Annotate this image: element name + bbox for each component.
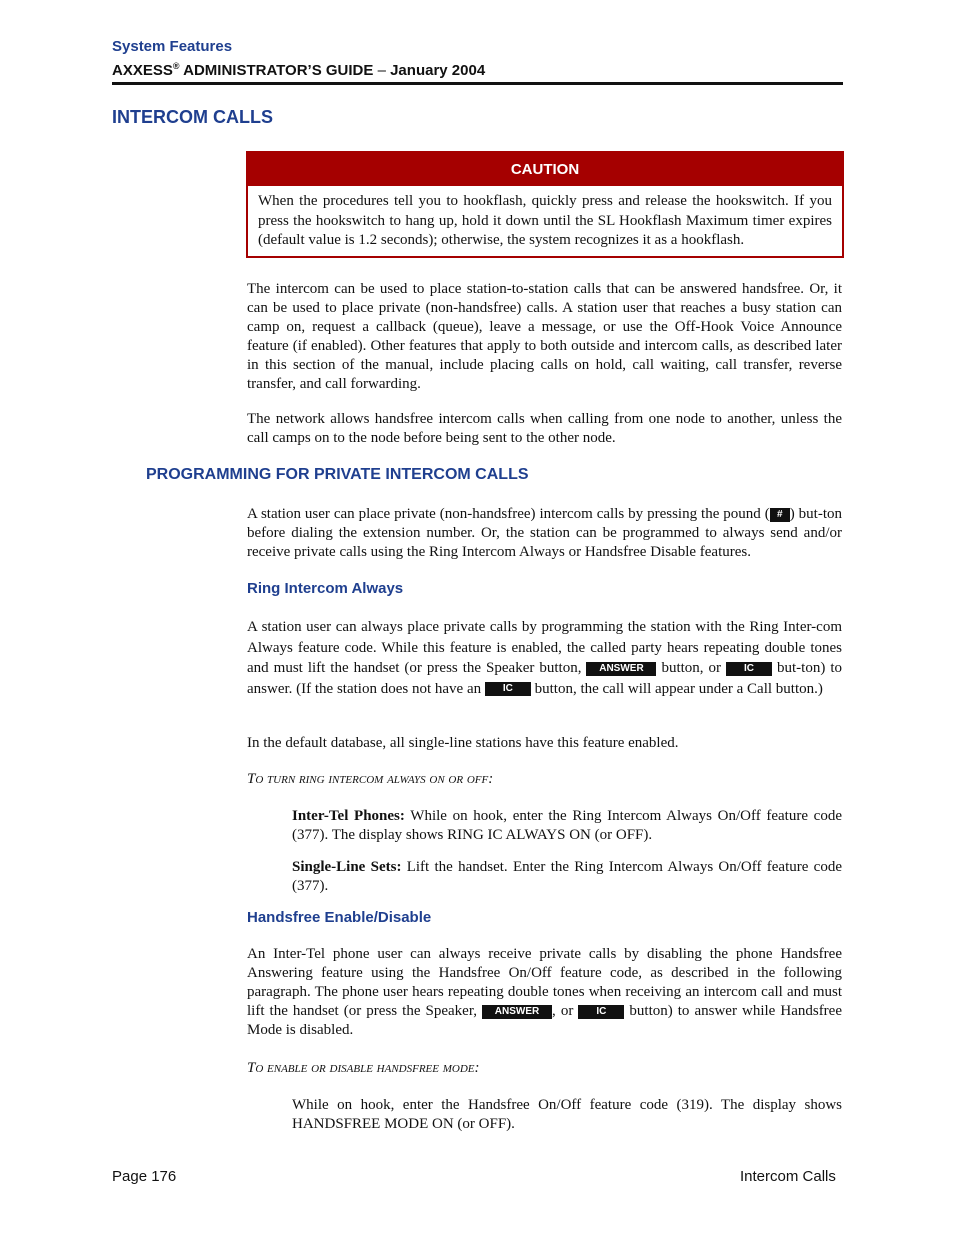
procedure-handsfree: To enable or disable handsfree mode: (247, 1060, 480, 1076)
ic-key-icon: IC (726, 662, 772, 676)
section-heading-private: PROGRAMMING FOR PRIVATE INTERCOM CALLS (146, 466, 529, 483)
guide-rest: ADMINISTRATOR’S GUIDE (179, 62, 374, 79)
ic-key-icon: IC (578, 1005, 624, 1019)
pound-key-icon: # (770, 508, 790, 522)
intro-paragraph-2: The network allows handsfree intercom calls when calling from one node to another, unless the call camps on to the node before being sent to the other node. (247, 411, 842, 446)
guide-dash: – (373, 62, 391, 79)
ring-paragraph-2: In the default database, all single-line stations have this feature enabled. (247, 735, 679, 751)
handsfree-text-b: , or (552, 1003, 579, 1019)
intro-paragraph-1: The intercom can be used to place station-to-station calls that can be answered handsfree. Or, it can be used to place private (non-handsfree) calls. A station user that reaches a busy station can camp on, request a callback (queue), leave a message, or use the Off-Hook Voice Announce feature (if enabled). Other features that apply to both outside and intercom calls, as described later in this section of the manual, include placing calls on hold, call waiting, call transfer, reverse transfer, and call forwarding. (247, 281, 842, 392)
handsfree-text-c: button) to answer while Handsfree Mode is disabled. (247, 1003, 842, 1038)
ring-inter-tel-phones (292, 807, 842, 845)
caution-heading: CAUTION (248, 153, 842, 186)
page-title: INTERCOM CALLS (112, 107, 273, 127)
handsfree-paragraph-1 (247, 945, 842, 1040)
handsfree-paragraph-2: While on hook, enter the Handsfree On/Off feature code (319). The display shows HANDSFREE MODE ON (or OFF). (292, 1097, 842, 1132)
footer-section: Intercom Calls (740, 1168, 836, 1185)
inter-tel-label: Inter-Tel Phones: (292, 808, 405, 824)
private-paragraph (247, 505, 842, 562)
ring-text-d: button, the call will appear under a Call button.) (530, 680, 823, 697)
caution-text: When the procedures tell you to hookflash, quickly press and release the hookswitch. If you press the hookswitch to hang up, hold it down until the SL Hookflash Maximum timer expires (default value is 1.2 seconds); otherwise, the system recognizes it as a hookflash. (258, 193, 832, 248)
procedure-ring-intercom: To turn ring intercom always on or off: (247, 771, 494, 787)
running-header-section: System Features (112, 38, 233, 55)
caution-box (246, 151, 844, 258)
single-line-label: Single-Line Sets: (292, 859, 402, 875)
ring-single-line-sets (292, 858, 842, 896)
inter-tel-text: While on hook, enter the Ring Intercom Always On/Off feature code (377). The display shows RING IC ALWAYS ON (or OFF). (292, 808, 842, 843)
answer-key-icon: ANSWER (482, 1005, 552, 1019)
single-line-text: Lift the handset. Enter the Ring Intercom Always On/Off feature code (377). (292, 859, 842, 894)
private-text-b: ) but-ton before dialing the extension number. Or, the station can be programmed to always send and/or receive private calls using the Ring Intercom Always or Handsfree Disable features. (247, 506, 843, 560)
subheading-ring-intercom: Ring Intercom Always (247, 580, 404, 597)
guide-product: AXXESS (112, 62, 173, 79)
ic-key-icon: IC (485, 682, 531, 696)
answer-key-icon: ANSWER (586, 662, 656, 676)
ring-text-b: button, or (656, 660, 727, 676)
subheading-handsfree: Handsfree Enable/Disable (247, 909, 432, 926)
handsfree-text-a: An Inter-Tel phone user can always receive private calls by disabling the phone Handsfree Answering feature using the Handsfree On/Off feature code, as described in the following paragraph. The phone user hears repeating double tones when receiving an intercom call and must lift the handset (or press the Speaker, (247, 946, 842, 1019)
registered-mark: ® (172, 61, 180, 71)
footer-page-number: Page 176 (112, 1168, 177, 1185)
private-text-a: A station user can place private (non-handsfree) intercom calls by pressing the pound ( (247, 506, 770, 522)
header-rule (112, 82, 843, 85)
ring-text-c: but-ton) to answer. (If the station does not have an (247, 660, 842, 697)
running-header-guide-title (112, 61, 485, 79)
ring-text-a: A station user can always place private calls by programming the station with the Ring Inter-com Always feature code. While this feature is enabled, the called party hears repeating double tones and must lift the handset (or press the Speaker button, (247, 619, 842, 676)
ring-paragraph-1 (247, 617, 842, 699)
guide-date: January 2004 (390, 62, 486, 79)
